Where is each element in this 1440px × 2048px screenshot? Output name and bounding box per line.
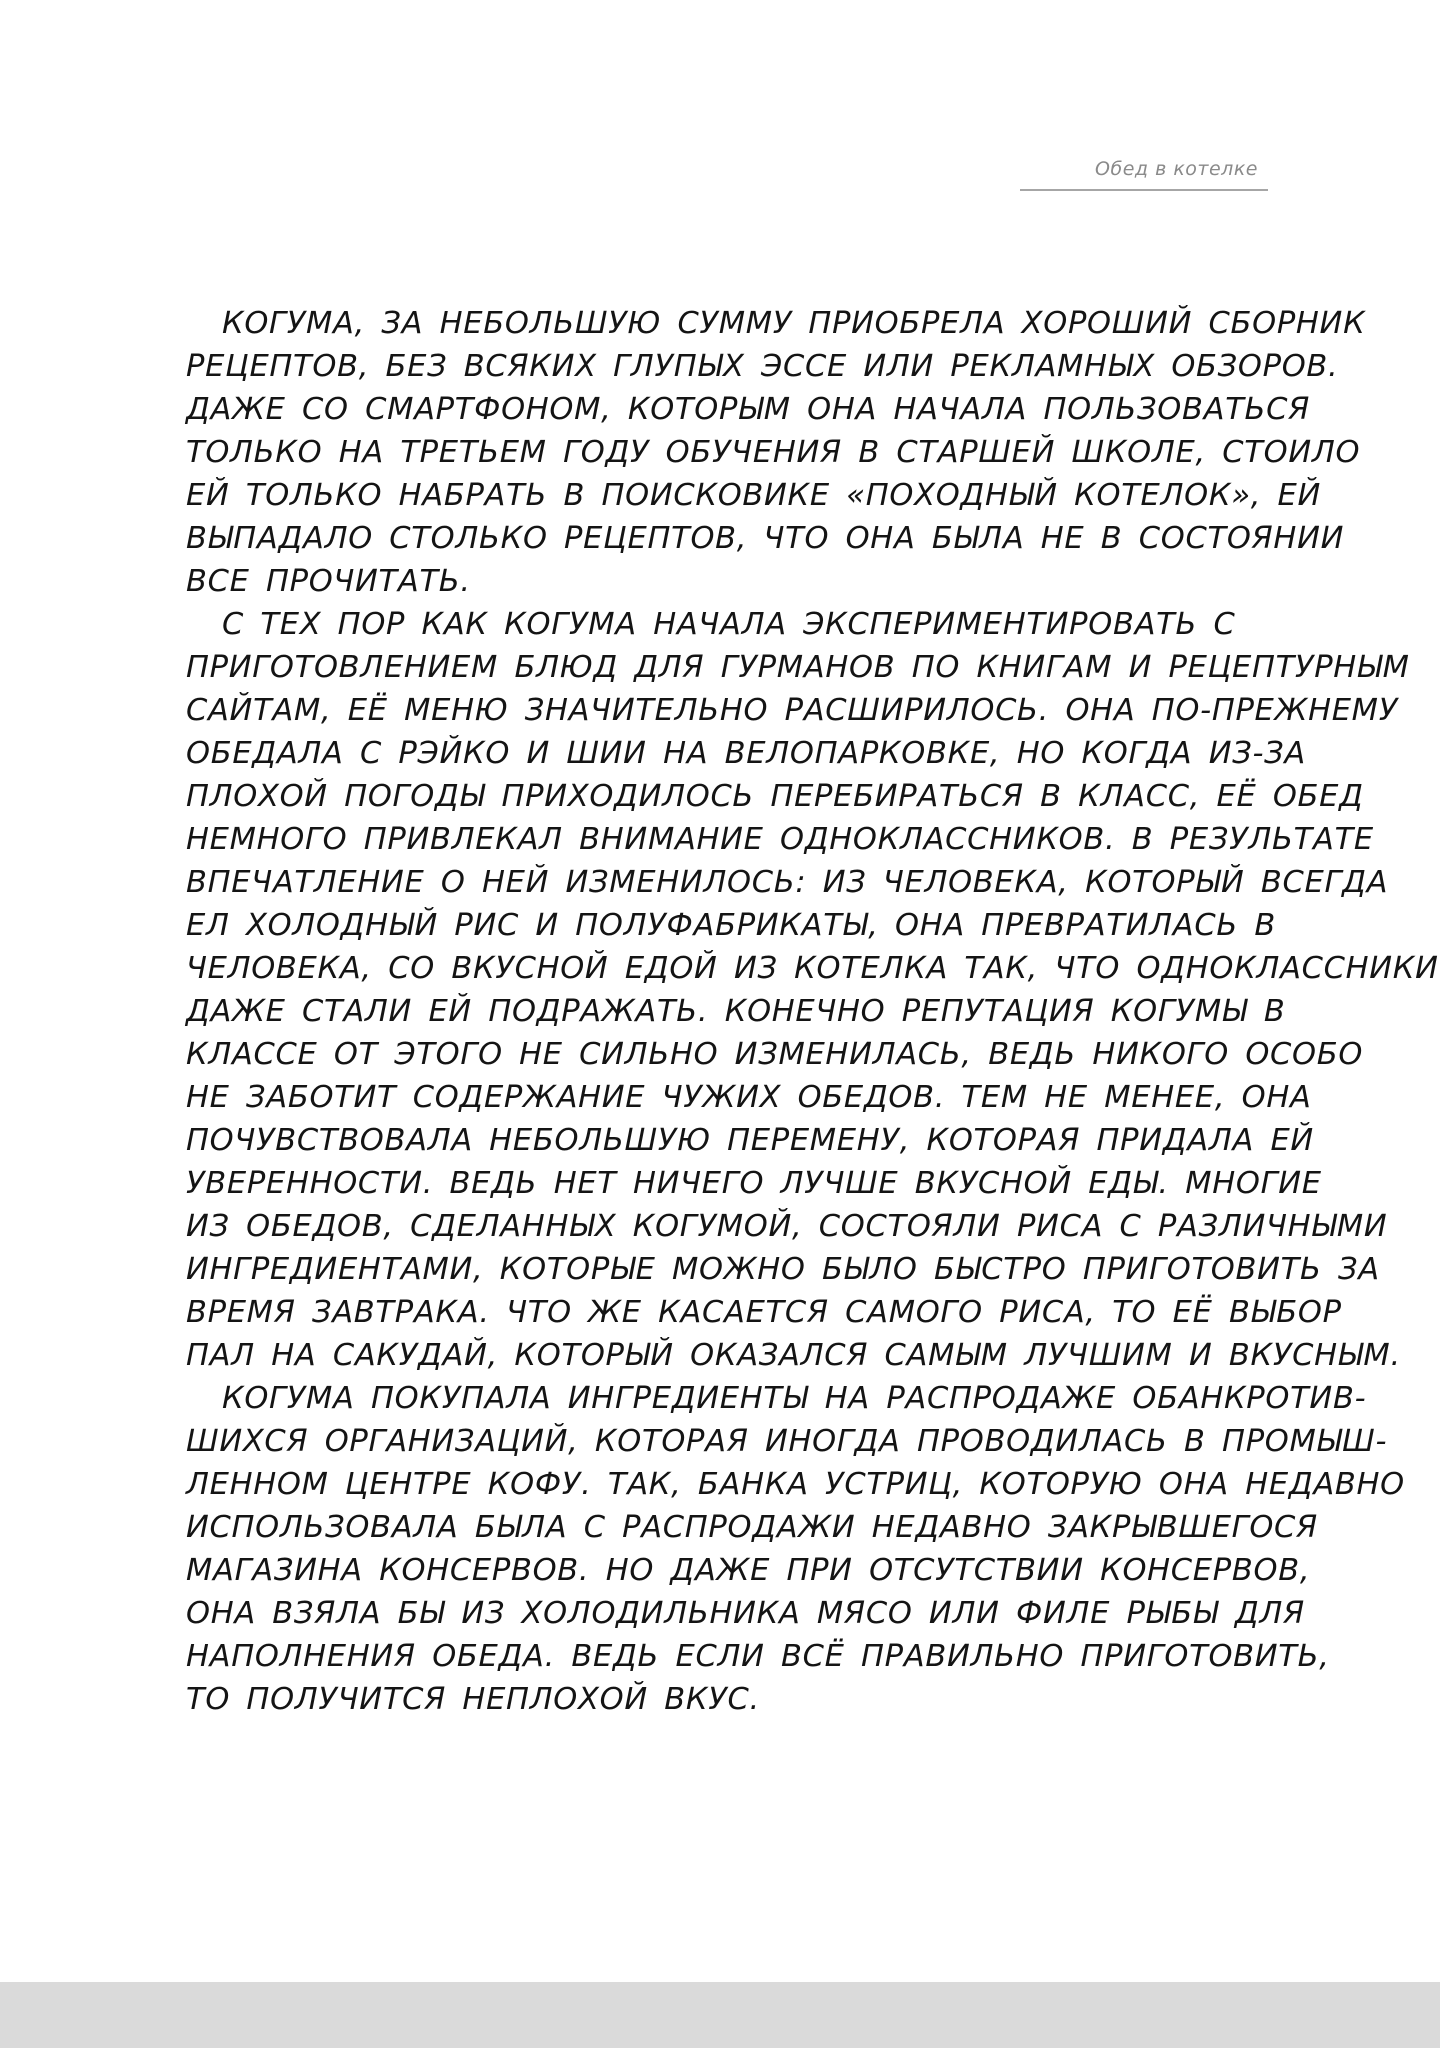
text-line: ОБЕДАЛА С РЭЙКО И ШИИ НА ВЕЛОПАРКОВКЕ, НО КОГДА ИЗ-ЗА [186,736,1306,771]
text-line: РЕЦЕПТОВ, БЕЗ ВСЯКИХ ГЛУПЫХ ЭССЕ ИЛИ РЕКЛАМНЫХ ОБЗОРОВ. [186,349,1339,384]
text-line: УВЕРЕННОСТИ. ВЕДЬ НЕТ НИЧЕГО ЛУЧШЕ ВКУСНОЙ ЕДЫ. МНОГИЕ [186,1166,1322,1201]
text-line: КЛАССЕ ОТ ЭТОГО НЕ СИЛЬНО ИЗМЕНИЛАСЬ, ВЕДЬ НИКОГО ОСОБО [186,1037,1364,1072]
text-line: ЛЕННОМ ЦЕНТРЕ КОФУ. ТАК, БАНКА УСТРИЦ, КОТОРУЮ ОНА НЕДАВНО [186,1467,1405,1502]
text-line: ПЛОХОЙ ПОГОДЫ ПРИХОДИЛОСЬ ПЕРЕБИРАТЬСЯ В КЛАСС, ЕЁ ОБЕД [186,779,1364,814]
text-line: НЕМНОГО ПРИВЛЕКАЛ ВНИМАНИЕ ОДНОКЛАССНИКОВ. В РЕЗУЛЬТАТЕ [186,822,1374,857]
header-rule [1020,189,1268,191]
text-line: ЕЛ ХОЛОДНЫЙ РИС И ПОЛУФАБРИКАТЫ, ОНА ПРЕВРАТИЛАСЬ В [186,908,1276,943]
text-line: ИСПОЛЬЗОВАЛА БЫЛА С РАСПРОДАЖИ НЕДАВНО ЗАКРЫВШЕГОСЯ [186,1510,1318,1545]
text-line: ПОЧУВСТВОВАЛА НЕБОЛЬШУЮ ПЕРЕМЕНУ, КОТОРАЯ ПРИДАЛА ЕЙ [186,1123,1314,1158]
text-line: ВРЕМЯ ЗАВТРАКА. ЧТО ЖЕ КАСАЕТСЯ САМОГО РИСА, ТО ЕЁ ВЫБОР [186,1295,1342,1330]
text-line: МАГАЗИНА КОНСЕРВОВ. НО ДАЖЕ ПРИ ОТСУТСТВИИ КОНСЕРВОВ, [186,1553,1311,1588]
text-line: НАПОЛНЕНИЯ ОБЕДА. ВЕДЬ ЕСЛИ ВСЁ ПРАВИЛЬНО ПРИГОТОВИТЬ, [186,1639,1330,1674]
text-line: ТОЛЬКО НА ТРЕТЬЕМ ГОДУ ОБУЧЕНИЯ В СТАРШЕЙ ШКОЛЕ, СТОИЛО [186,435,1361,470]
text-line: ПРИГОТОВЛЕНИЕМ БЛЮД ДЛЯ ГУРМАНОВ ПО КНИГАМ И РЕЦЕПТУРНЫМ [186,650,1410,685]
text-line: ИНГРЕДИЕНТАМИ, КОТОРЫЕ МОЖНО БЫЛО БЫСТРО ПРИГОТОВИТЬ ЗА [186,1252,1380,1287]
text-line: ДАЖЕ СО СМАРТФОНОМ, КОТОРЫМ ОНА НАЧАЛА ПОЛЬЗОВАТЬСЯ [186,392,1311,427]
text-line: ВПЕЧАТЛЕНИЕ О НЕЙ ИЗМЕНИЛОСЬ: ИЗ ЧЕЛОВЕКА, КОТОРЫЙ ВСЕГДА [186,865,1389,900]
text-line: ОНА ВЗЯЛА БЫ ИЗ ХОЛОДИЛЬНИКА МЯСО ИЛИ ФИЛЕ РЫБЫ ДЛЯ [186,1596,1305,1631]
text-line: КОГУМА ПОКУПАЛА ИНГРЕДИЕНТЫ НА РАСПРОДАЖЕ ОБАНКРОТИВ- [222,1381,1367,1416]
text-line: ШИХСЯ ОРГАНИЗАЦИЙ, КОТОРАЯ ИНОГДА ПРОВОДИЛАСЬ В ПРОМЫШ- [186,1424,1388,1459]
text-line: НЕ ЗАБОТИТ СОДЕРЖАНИЕ ЧУЖИХ ОБЕДОВ. ТЕМ НЕ МЕНЕЕ, ОНА [186,1080,1312,1115]
text-line: ВСЕ ПРОЧИТАТЬ. [186,564,471,599]
text-line: ПАЛ НА САКУДАЙ, КОТОРЫЙ ОКАЗАЛСЯ САМЫМ ЛУЧШИМ И ВКУСНЫМ. [186,1338,1401,1373]
text-line: ДАЖЕ СТАЛИ ЕЙ ПОДРАЖАТЬ. КОНЕЧНО РЕПУТАЦИЯ КОГУМЫ В [186,994,1286,1029]
text-line: ВЫПАДАЛО СТОЛЬКО РЕЦЕПТОВ, ЧТО ОНА БЫЛА НЕ В СОСТОЯНИИ [186,521,1345,556]
text-line: С ТЕХ ПОР КАК КОГУМА НАЧАЛА ЭКСПЕРИМЕНТИРОВАТЬ С [222,607,1236,642]
text-line: ИЗ ОБЕДОВ, СДЕЛАННЫХ КОГУМОЙ, СОСТОЯЛИ РИСА С РАЗЛИЧНЫМИ [186,1209,1388,1244]
body-text [186,302,1439,1721]
text-line: ЕЙ ТОЛЬКО НАБРАТЬ В ПОИСКОВИКЕ «ПОХОДНЫЙ КОТЕЛОК», ЕЙ [186,478,1322,513]
text-line: ТО ПОЛУЧИТСЯ НЕПЛОХОЙ ВКУС. [186,1682,760,1717]
running-header-title: Обед в котелке [1095,158,1258,180]
text-line: КОГУМА, ЗА НЕБОЛЬШУЮ СУММУ ПРИОБРЕЛА ХОРОШИЙ СБОРНИК [222,306,1366,341]
text-line: ЧЕЛОВЕКА, СО ВКУСНОЙ ЕДОЙ ИЗ КОТЕЛКА ТАК, ЧТО ОДНОКЛАССНИКИ [186,951,1439,986]
page-bottom-band [0,1982,1440,2048]
text-line: САЙТАМ, ЕЁ МЕНЮ ЗНАЧИТЕЛЬНО РАСШИРИЛОСЬ. ОНА ПО-ПРЕЖНЕМУ [186,693,1398,728]
running-header [1095,158,1268,180]
